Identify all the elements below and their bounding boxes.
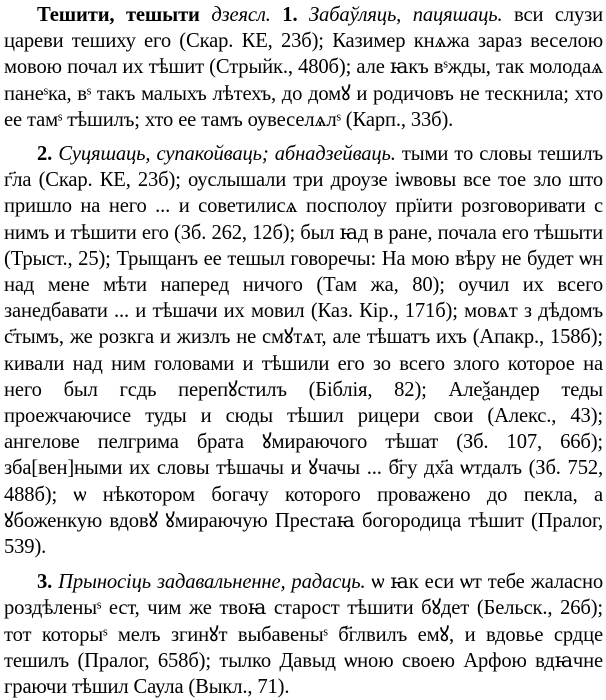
sense-2-definition: Суцяшаць, супакойваць; абнадзейваць. bbox=[58, 143, 396, 166]
sense-3-number: 3. bbox=[37, 571, 53, 594]
sense-1-number: 1. bbox=[282, 4, 298, 26]
sense-2-number: 2. bbox=[37, 143, 53, 166]
sense-3-paragraph bbox=[4, 569, 603, 700]
part-of-speech: дзеясл. bbox=[211, 4, 271, 26]
sense-2-citations: тыми то словы тешилъ г҃ла (Скар. КЕ, 23б); оуслышали три дроузе іѡвовы все тое зло што пришло на него ... и советилисѧ посполоу прïити розговоривати с нимъ и тѣшити его (Зб. 262, 12б); был ꙗд в ране, почала его тѣшыти (Трыст., 25); Трыщанъ ее тешыл говоречы: На мою вѣру не будет ѡн над мене мѣти наперед ничого (Там жа, 80); оучил их всего занедбавати ... и тѣшачи их мовил (Каз. Кір., 171б); мовѧт з дѣдомъ с҃тымъ, же розкга и жизлъ не смꙋтѧт, але тѣшатъ ихъ (Апакр., 158б); кивали над ним головами и тѣшили его зо всего злого которое на него был гсдь перепꙋстилъ (Біблія, 82); Алеѯандер теды проежчаючисе туды и сюды тѣшил рицери свои (Алекс., 43); ангелове пелгрима брата ꙋмираючого тѣшат (Зб. 107, 66б); зба[вен]ными их словы тѣшачы и ꙋчачы ... б҃гу дх҃а ѡтдалъ (Зб. 752, 488б); ѡ нѣкотором богачу которого проважено до пекла, а ꙋбоженкую вдовꙋ ꙋмираючую Престаꙗ богородица тѣшит (Пралог, 539). bbox=[4, 143, 604, 559]
sense-1-citations: вси слузи цареви тешиху его (Скар. КЕ, 23б); Казимер кнѧжа зараз веселою мовою почал их тѣшит (Стрыйк., 480б); але ꙗкъ вˢжды, так молодаѧ панеˢка, вˢ такъ малыхъ лѣтехъ, до домꙋ и родичовъ не тескнила; хто ее тамˢ тѣшилъ; хто ее тамъ оувеселѧлˢ (Карп., 33б). bbox=[4, 4, 604, 131]
sense-3-citations: ѡ ꙗк еси ѡт тебе жаласно роздѣленыˢ ест, чим же твоꙗ старост тѣшити бꙋдет (Бельск., 26б); тот которыˢ мелъ згинꙋт выбавеныˢ б҃глвилъ емꙋ, и вдовье срдце тешилъ (Пралог, 658б); тылко Давыд ѡною своею Арфою вдꙗчне граючи тѣшил Саула (Выкл., 71). bbox=[4, 571, 603, 699]
sense-3-definition: Прыносіць задавальненне, радасць. bbox=[58, 571, 366, 594]
sense-2-paragraph bbox=[4, 141, 603, 560]
headword: Тешити, тешыти bbox=[37, 4, 200, 26]
sense-1-paragraph bbox=[4, 2, 603, 133]
sense-1-definition: Забаўляць, пацяшаць. bbox=[309, 4, 503, 26]
